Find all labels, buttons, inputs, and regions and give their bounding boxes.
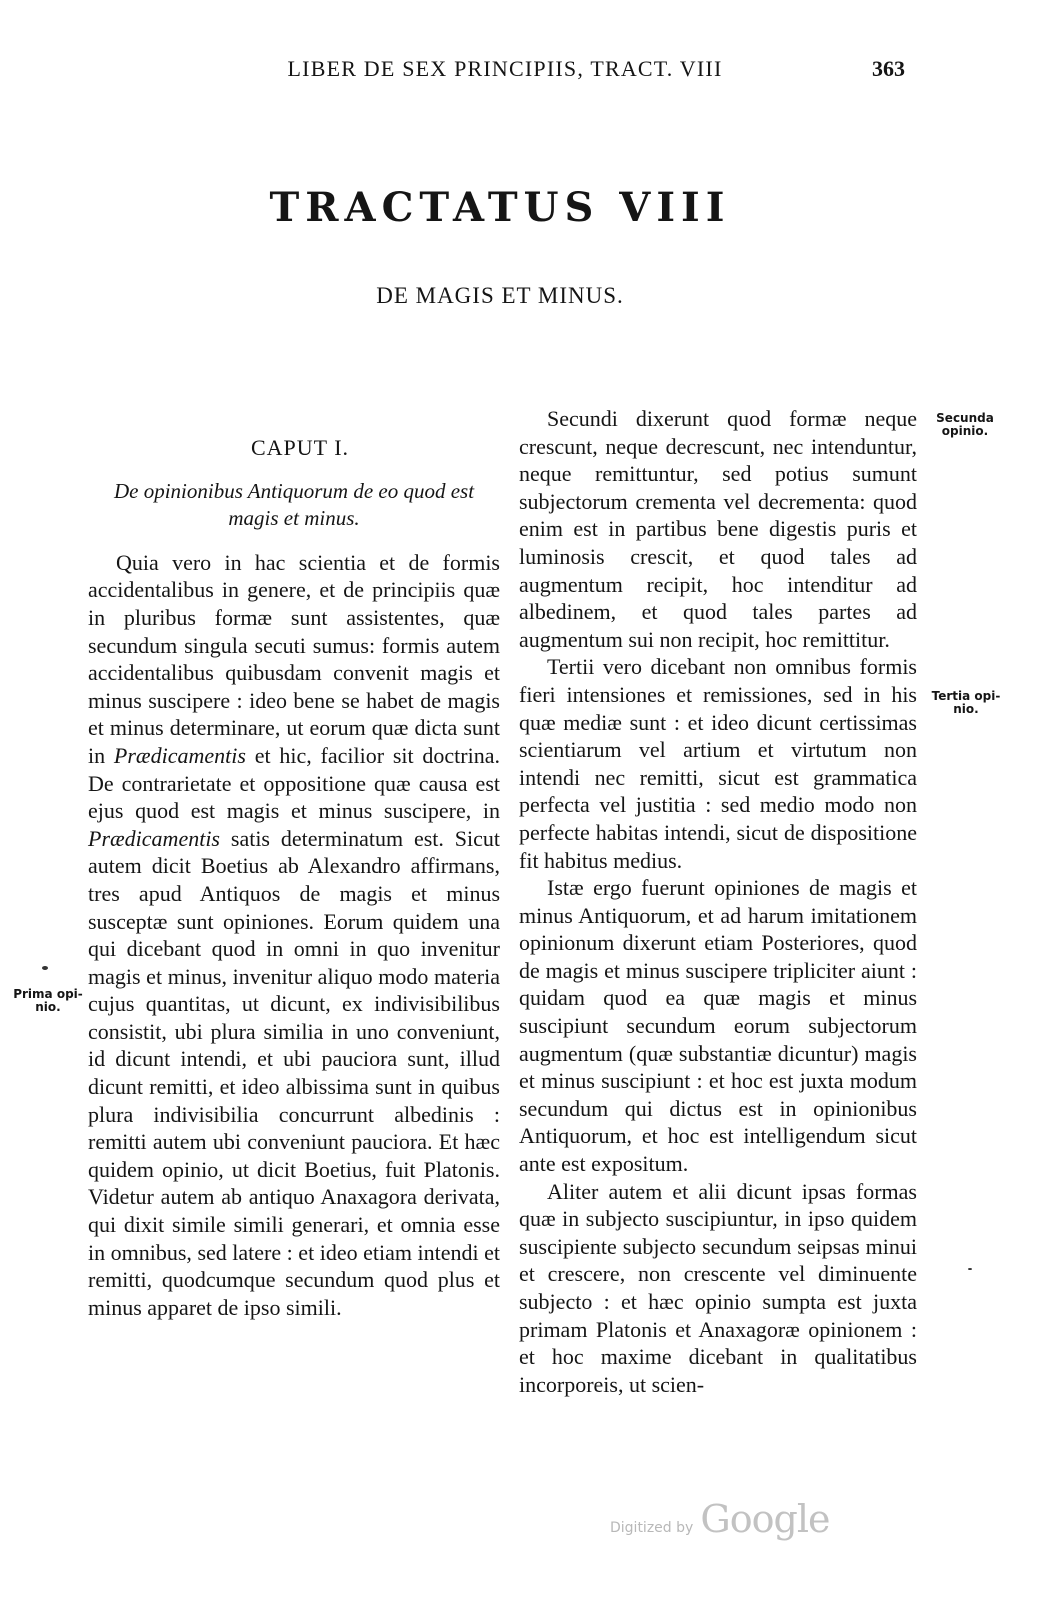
text-run: et hic, facilior sit doctrina. De contrarietate et oppositione quæ causa est ejus quod est magis et minus suscipere, in [88, 742, 500, 824]
chapter-subtitle: De opinionibus Antiquorum de eo quod est magis et minus. [113, 478, 475, 531]
italic-term: Prædicamentis [113, 742, 246, 768]
tractatus-subtitle: DE MAGIS ET MINUS. [376, 283, 624, 308]
page-number: 363 [872, 56, 905, 81]
margin-note-line: Tertia opi- [931, 689, 1001, 703]
margin-note-prima [12, 988, 84, 1014]
italic-term: Prædicamentis [88, 825, 220, 851]
right-paragraph-4: Aliter autem et alii dicunt ipsas formas quæ in subjecto suscipiuntur, in ipso quidem suscipiente subjecto secundum seipsas minui et crescere, non crescente vel diminuente subjecto : et hæc opinio sumpta est juxta primam Platonis et Anaxagoræ opinionem : et hoc maxime dicebant in qualitatibus incorporeis, ut scien- [519, 1178, 917, 1397]
right-column [519, 405, 917, 1398]
margin-note-line: opinio. [941, 424, 989, 438]
digitized-by-text: Digitized by [610, 1520, 694, 1536]
right-paragraph-3: Istæ ergo fuerunt opiniones de magis et minus Antiquorum, et ad harum imitationem opinionum dixerunt etiam Posteriores, quod de magis et minus suscipere tripliciter aiunt : quidam quod ea quæ magis et minus suscipiunt secundum eorum subjectorum augmentum (quæ substantiæ dicuntur) magis et minus suscipiunt : et hoc est juxta modum secundum qui dictus est in opinionibus Antiquorum, et hoc est intelligendum sicut ante est expositum. [519, 875, 917, 1177]
digitized-watermark [610, 1497, 829, 1541]
running-head: LIBER DE SEX PRINCIPIIS, TRACT. VIII [287, 56, 723, 81]
google-logo: Google [700, 1497, 830, 1541]
margin-note-line: nio. [35, 1000, 61, 1014]
margin-note-secunda [930, 412, 1000, 438]
right-paragraph-1: Secundi dixerunt quod formæ neque crescunt, neque decrescunt, nec intenduntur, neque remittuntur, sed potius sumunt subjectorum crementa vel decrementa: quod enim est in partibus bene digestis puris et luminosis crescit, et quod tales ad augmentum recipit, hoc intenditur ad albedinem, et quod tales partes ad augmentum sui non recipit, hoc remittitur. [519, 406, 917, 652]
text-run: Quia vero in hac scientia et de formis accidentalibus in genere, et de principiis quæ in pluribus formæ sunt assistentes, quæ secundum singula secuti sumus: formis autem accidentalibus quibusdam convenit magis et minus suscipere : ideo bene se habet de magis et minus determinare, ut eorum quæ dicta sunt in [88, 549, 500, 768]
tractatus-title: TRACTATUS VIII [269, 184, 731, 231]
right-paragraph-2: Tertii vero dicebant non omnibus formis fieri intensiones et remissiones, sed in his quæ mediæ sunt : et ideo dicunt certissimas scientiarum vel artium et virtutum non intendi nec remitti, sicut est grammatica perfecta vel justitia : sed medio modo non perfecte habitas intendi, sicut de dispositione fit habitus medius. [519, 654, 917, 873]
left-column [88, 434, 500, 1321]
margin-note-line: Prima opi- [13, 987, 83, 1001]
margin-note-line: Secunda [936, 411, 994, 425]
chapter-heading: CAPUT I. [250, 435, 350, 460]
margin-note-tertia [926, 690, 1006, 716]
text-run: satis determinatum est. Sicut autem dicit Boetius ab Alexandro affirmans, tres apud Antiquos de magis et minus susceptæ sunt opiniones. Eorum quidem una qui dicebant quod in omni in quo invenitur magis et minus, invenitur aliquo modo materia cujus quantitas, ut dicunt, ex indivisibilibus consistit, ubi plura similia in uno conveniunt, id dicunt intendi, et ubi pauciora sunt, illud dicunt remitti, et ideo albissima sunt in quibus plura indivisibilia concurrunt albedinis : remitti autem ubi conveniunt pauciora. Et hæc quidem opinio, ut dicit Boetius, fuit Platonis. Videtur autem ab antiquo Anaxagora derivata, qui dixit simile simili generari, et omnia esse in omnibus, sed latere : et ideo etiam intendi et remitti, quodcumque secundum quod plus et minus apparet de ipso simili. [88, 825, 500, 1320]
ink-speck [42, 966, 48, 970]
left-paragraph [88, 549, 500, 1322]
margin-note-line: nio. [953, 702, 979, 716]
ink-speck [968, 1268, 972, 1270]
